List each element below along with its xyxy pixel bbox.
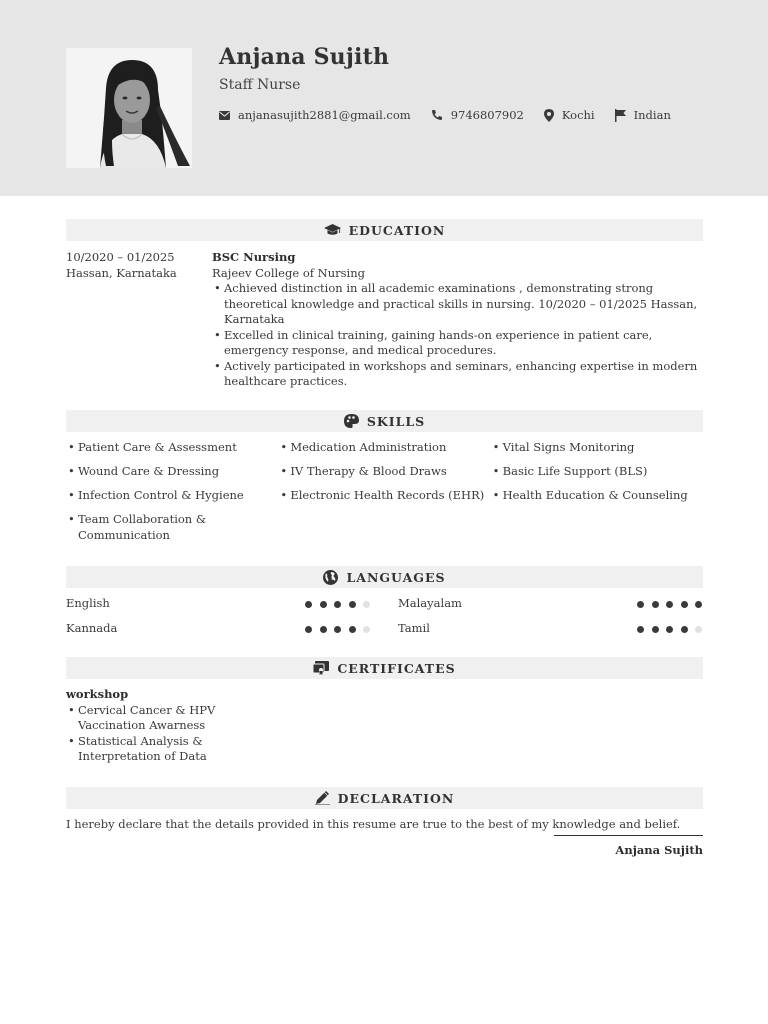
- pen-icon: [315, 791, 330, 805]
- education-bullets: [212, 281, 702, 390]
- signature-name: Anjana Sujith: [615, 843, 703, 857]
- certificates-list: [66, 687, 266, 765]
- language-level: [305, 626, 378, 633]
- list-item: • Electronic Health Records (EHR): [278, 488, 490, 504]
- nationality-text: Indian: [633, 108, 671, 122]
- language-name: Kannada: [66, 621, 118, 635]
- signature-line: [554, 835, 703, 836]
- certificate-items: [66, 703, 266, 765]
- level-dot-filled: [334, 626, 341, 633]
- profile-photo: [66, 48, 192, 168]
- list-item: • IV Therapy & Blood Draws: [278, 464, 490, 480]
- phone-icon: [431, 109, 443, 121]
- level-dot-empty: [363, 626, 370, 633]
- skills-title: SKILLS: [366, 413, 426, 429]
- level-dot-filled: [666, 626, 673, 633]
- skills-column-2: [278, 440, 490, 552]
- language-level: [637, 626, 710, 633]
- candidate-name: Anjana Sujith: [219, 44, 390, 70]
- palette-icon: [344, 414, 359, 428]
- level-dot-filled: [652, 626, 659, 633]
- phone-text: 9746807902: [450, 108, 524, 122]
- envelope-icon: [219, 111, 230, 120]
- level-dot-filled: [695, 601, 702, 608]
- education-place: Hassan, Karnataka: [66, 265, 177, 280]
- languages-title: LANGUAGES: [346, 569, 446, 585]
- language-level: [637, 601, 710, 608]
- education-school: Rajeev College of Nursing: [212, 265, 365, 280]
- certificate-icon: [313, 661, 329, 675]
- level-dot-empty: [363, 601, 370, 608]
- level-dot-filled: [349, 601, 356, 608]
- skills-column-3: [491, 440, 703, 552]
- language-level: [305, 601, 378, 608]
- list-item: • Team Collaboration & Communication: [66, 512, 278, 543]
- list-item: • Patient Care & Assessment: [66, 440, 278, 456]
- level-dot-filled: [349, 626, 356, 633]
- education-degree: BSC Nursing: [212, 250, 296, 264]
- level-dot-empty: [695, 626, 702, 633]
- education-title: EDUCATION: [348, 222, 446, 238]
- globe-icon: [323, 570, 338, 585]
- declaration-text: I hereby declare that the details provided in this resume are true to the best of my knowledge and belief.: [66, 817, 681, 831]
- list-item: • Actively participated in workshops and seminars, enhancing expertise in modern healthcare practices.: [212, 359, 702, 390]
- level-dot-filled: [334, 601, 341, 608]
- resume-header: [0, 0, 768, 196]
- contact-phone: [431, 108, 524, 122]
- language-name: English: [66, 596, 110, 610]
- map-pin-icon: [544, 109, 554, 122]
- list-item: • Achieved distinction in all academic examinations , demonstrating strong theoretical knowledge and practical skills in nursing. 10/2020 – 01/2025 Hassan, Karnataka: [212, 281, 702, 328]
- contact-info: [219, 108, 691, 122]
- list-item: • Infection Control & Hygiene: [66, 488, 278, 504]
- skills-column-1: [66, 440, 278, 552]
- level-dot-filled: [681, 601, 688, 608]
- list-item: • Cervical Cancer & HPV Vaccination Awarness: [66, 703, 266, 734]
- language-row: [66, 621, 703, 637]
- list-item: • Medication Administration: [278, 440, 490, 456]
- list-item: • Statistical Analysis & Interpretation of Data: [66, 734, 266, 765]
- list-item: • Health Education & Counseling: [491, 488, 703, 504]
- language-row: [66, 596, 703, 612]
- level-dot-filled: [320, 601, 327, 608]
- level-dot-filled: [681, 626, 688, 633]
- level-dot-filled: [320, 626, 327, 633]
- level-dot-filled: [637, 626, 644, 633]
- education-meta: [66, 250, 177, 281]
- list-item: • Wound Care & Dressing: [66, 464, 278, 480]
- certificate-heading: workshop: [66, 687, 129, 701]
- list-item: • Basic Life Support (BLS): [491, 464, 703, 480]
- level-dot-filled: [652, 601, 659, 608]
- level-dot-filled: [666, 601, 673, 608]
- graduation-cap-icon: [324, 224, 341, 236]
- level-dot-filled: [305, 626, 312, 633]
- languages-section-header: [66, 566, 703, 588]
- list-item: • Excelled in clinical training, gaining hands-on experience in patient care, emergency response, and medical procedures.: [212, 328, 702, 359]
- candidate-title: Staff Nurse: [219, 77, 301, 93]
- skills-list: [66, 440, 703, 552]
- language-name: Tamil: [398, 621, 430, 635]
- declaration-section-header: [66, 787, 703, 809]
- profile-portrait-image: [66, 48, 192, 168]
- declaration-title: DECLARATION: [337, 790, 455, 806]
- certificates-section-header: [66, 657, 703, 679]
- location-text: Kochi: [561, 108, 595, 122]
- level-dot-filled: [305, 601, 312, 608]
- education-section-header: [66, 219, 703, 241]
- email-text: anjanasujith2881@gmail.com: [238, 108, 411, 122]
- language-name: Malayalam: [398, 596, 462, 610]
- level-dot-filled: [637, 601, 644, 608]
- skills-section-header: [66, 410, 703, 432]
- contact-nationality: [615, 108, 671, 122]
- education-details: [212, 250, 702, 390]
- flag-icon: [615, 109, 626, 122]
- contact-email: [219, 108, 411, 122]
- certificates-title: CERTIFICATES: [337, 660, 456, 676]
- list-item: • Vital Signs Monitoring: [491, 440, 703, 456]
- education-dates: 10/2020 – 01/2025: [66, 250, 175, 264]
- contact-location: [544, 108, 595, 122]
